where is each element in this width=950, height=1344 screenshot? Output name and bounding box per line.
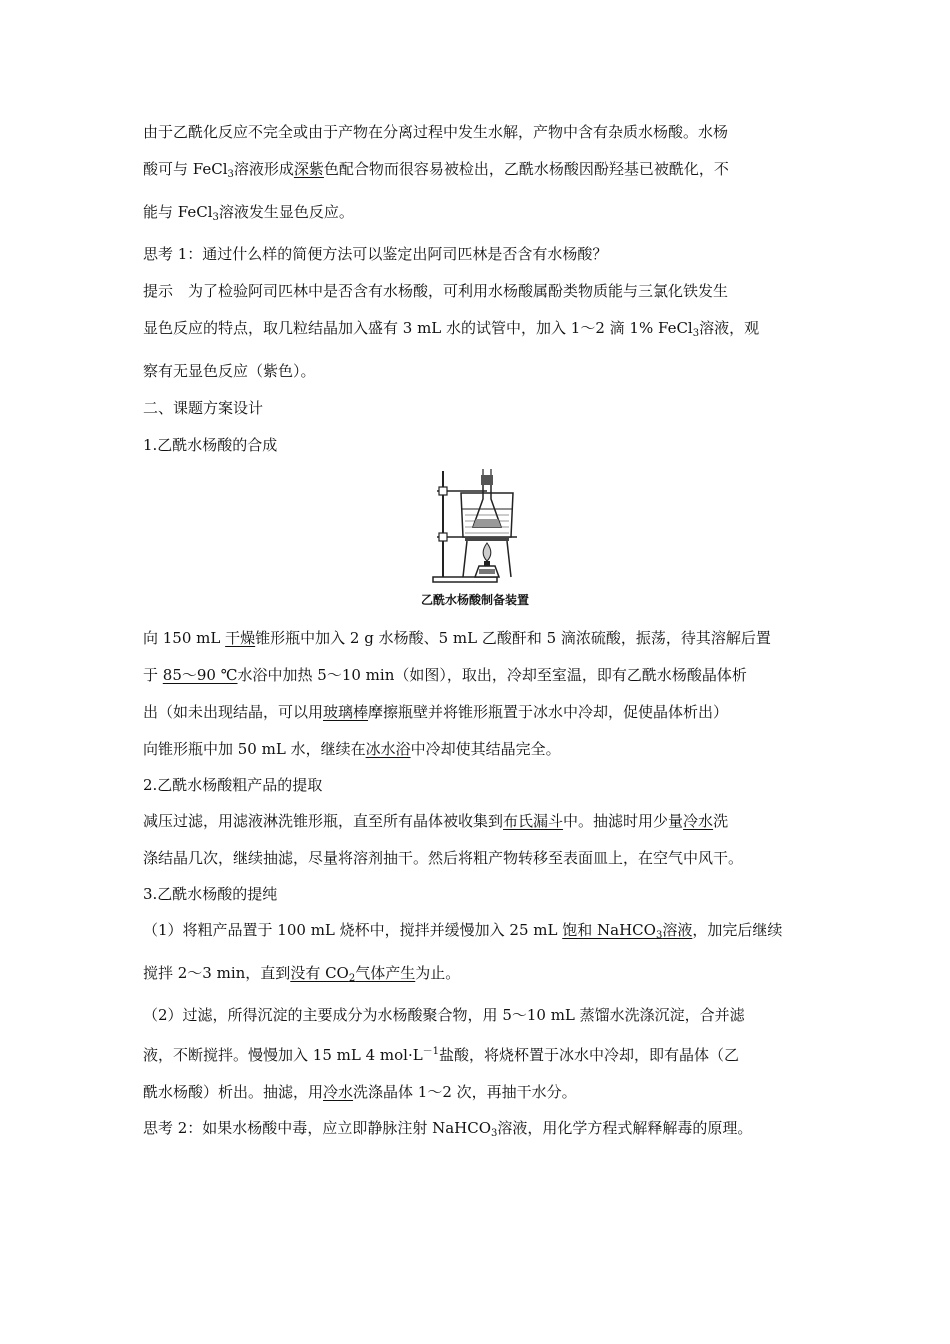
- paragraph-line: （1）将粗产品置于 100 mL 烧杯中，搅拌并缓慢加入 25 mL 饱和 NaHCO$_3$溶液，加完后继续: [143, 921, 783, 941]
- paragraph-line: 液，不断搅拌。慢慢加入 15 mL 4 $mol\cdot L^{-1}$盐酸，将烧杯置于冰水中冷却，即有晶体（乙: [143, 1046, 740, 1064]
- underlined-term: 玻璃棒: [323, 703, 369, 721]
- hint-line: 显色反应的特点，取几粒结晶加入盛有 3 mL 水的试管中，加入 1～2 滴 1% FeCl$_3$溶液，观: [143, 319, 760, 339]
- figure-caption: 乙酰水杨酸制备装置: [420, 593, 529, 607]
- underlined-term: 深紫: [293, 160, 324, 178]
- document-body: [143, 121, 807, 1160]
- paragraph-line: 酸可与 FeCl$_3$溶液形成深紫色配合物而很容易被检出，乙酰水杨酸因酚羟基已被酰化，不: [143, 160, 729, 180]
- question-think-2: 思考 2：如果水杨酸中毒，应立即静脉注射 NaHCO$_3$溶液，用化学方程式解释解毒的原理。: [143, 1119, 753, 1139]
- subsection-heading: 3.乙酰水杨酸的提纯: [143, 885, 278, 903]
- question-think-1: 思考 1：通过什么样的简便方法可以鉴定出阿司匹林是否含有水杨酸？: [143, 245, 608, 263]
- underlined-term: 冰水浴: [365, 740, 411, 758]
- underlined-term: 冷水: [323, 1083, 354, 1101]
- paragraph-line: 向 150 mL 干燥锥形瓶中加入 2 g 水杨酸、5 mL 乙酸酐和 5 滴浓硫酸，振荡，待其溶解后置: [143, 629, 771, 647]
- subsection-heading: 2.乙酰水杨酸粗产品的提取: [143, 776, 323, 794]
- paragraph-line: 出（如未出现结晶，可以用玻璃棒摩擦瓶壁并将锥形瓶置于冰水中冷却，促使晶体析出）: [143, 703, 729, 721]
- underlined-term: 布氏漏斗: [503, 812, 564, 830]
- paragraph-line: 能与 FeCl$_3$溶液发生显色反应。: [143, 203, 354, 223]
- hint-line: 察有无显色反应（紫色）。: [143, 362, 316, 380]
- hint-line: 提示 为了检验阿司匹林中是否含有水杨酸，可利用水杨酸属酚类物质能与三氯化铁发生: [143, 282, 729, 300]
- underlined-term: 没有 $CO_2$气体产生: [290, 964, 416, 984]
- paragraph-line: 于 85～90 ℃水浴中加热 5～10 min（如图），取出，冷却至室温，即有乙酰水杨酸晶体析: [143, 666, 747, 684]
- paragraph-line: 酰水杨酸）析出。抽滤，用冷水洗涤晶体 1～2 次，再抽干水分。: [143, 1083, 577, 1101]
- apparatus-figure: [143, 465, 807, 613]
- section-heading: 二、课题方案设计: [143, 399, 264, 417]
- paragraph-line: 搅拌 2～3 min，直到没有 $CO_2$气体产生为止。: [143, 964, 461, 984]
- underlined-term: 85～90 ℃: [162, 666, 238, 684]
- subsection-heading: 1.乙酰水杨酸的合成: [143, 436, 278, 454]
- paragraph-line: 由于乙酰化反应不完全或由于产物在分离过程中发生水解，产物中含有杂质水杨酸。水杨: [143, 123, 729, 141]
- paragraph-line: 减压过滤，用滤液淋洗锥形瓶，直至所有晶体被收集到布氏漏斗中。抽滤时用少量冷水洗: [143, 812, 729, 830]
- underlined-term: 冷水: [683, 812, 714, 830]
- paragraph-line: 涤结晶几次，继续抽滤，尽量将溶剂抽干。然后将粗产物转移至表面皿上，在空气中风干。: [143, 849, 744, 867]
- apparatus-illustration: [427, 465, 523, 587]
- paragraph-line: （2）过滤，所得沉淀的主要成分为水杨酸聚合物，用 5～10 mL 蒸馏水洗涤沉淀，合并滤: [143, 1006, 745, 1024]
- underlined-term: 饱和 NaHCO$_3$溶液: [562, 921, 693, 941]
- paragraph-line: 向锥形瓶中加 50 mL 水，继续在冰水浴中冷却使其结晶完全。: [143, 740, 561, 758]
- underlined-term: 干燥: [225, 629, 256, 647]
